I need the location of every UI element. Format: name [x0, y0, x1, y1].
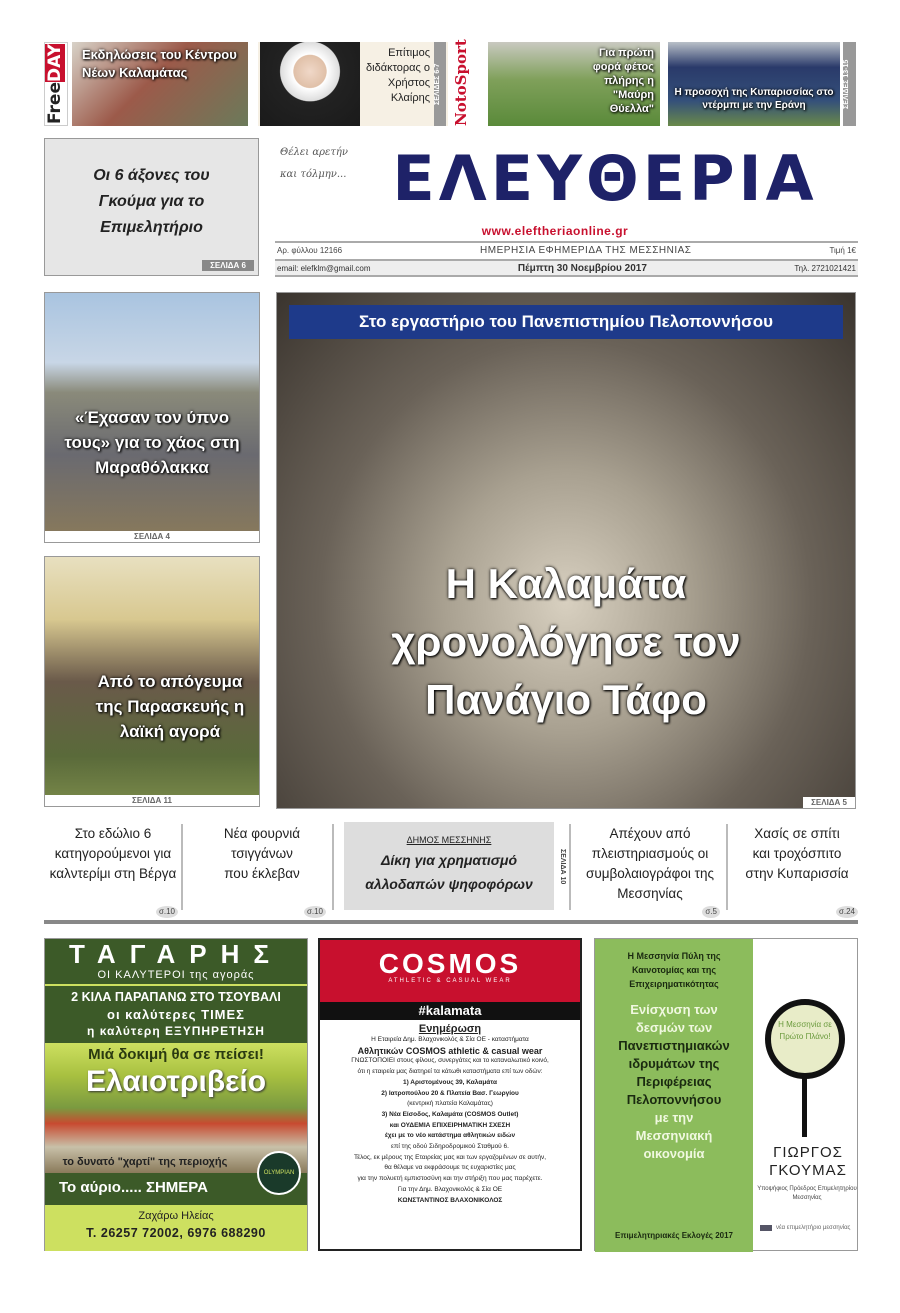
page-ref: ΣΕΛΙΔΑ 5: [803, 797, 855, 808]
ad-line: Το αύριο..... ΣΗΜΕΡΑ: [59, 1179, 209, 1196]
page-ref: ΣΕΛΙΔΕΣ 6-7: [434, 42, 446, 126]
ad-line: οι καλύτερες ΤΙΜΕΣ: [107, 1007, 245, 1022]
ad-body-line: έχει με το νέο κατάστημα αθλητικών ειδών: [384, 1132, 516, 1140]
teaser-text: Επίτιμος διδάκτορας ο Χρήστος Κλαίρης: [366, 47, 430, 104]
ad-top-text: Η Μεσσηνία Πύλη της Καινοτομίας και της Επιχειρηματικότητας: [627, 951, 721, 989]
ad-cosmos[interactable]: [318, 938, 582, 1251]
left-headline-box[interactable]: [44, 138, 259, 276]
candidate-name: ΓΙΩΡΓΟΣ ΓΚΟΥΜΑΣ: [769, 1144, 847, 1179]
ad-footer: Επιμελητηριακές Εκλογές 2017: [615, 1231, 733, 1240]
cosmos-sub: ATHLETIC & CASUAL WEAR: [388, 978, 512, 984]
page-ref: ΣΕΛΙΔΑ 4: [45, 531, 259, 542]
main-story-headline: Η Καλαμάτα χρονολόγησε τον Πανάγιο Τάφο: [391, 560, 741, 723]
ad-body-line: επί της οδού Σιδηροδρομικού Σταθμού 6.: [391, 1143, 509, 1151]
ad-body-line: Η Εταιρεία Δημ. Βλαχονικολός & Σία ΟΕ - καταστήματα: [371, 1036, 529, 1043]
ad-line: Ελαιοτριβείο: [85, 1065, 267, 1098]
teaser-text: Χασίς σε σπίτι και τροχόσπιτο στην Κυπαρισσία: [745, 826, 849, 881]
ad-brand: ΤΑΓΑΡΗΣ: [68, 939, 284, 969]
section-divider: [44, 920, 858, 924]
teaser-verga[interactable]: [48, 822, 178, 918]
ad-body-line: Τέλος, εκ μέρους της Εταιρείας μας και των εργαζομένων σε αυτήν,: [353, 1153, 547, 1161]
ad-line: Πανεπιστημιακών ιδρυμάτων της Περιφέρειας Πελοποννήσου: [618, 1038, 730, 1107]
page-ref: ΣΕΛΙΔΑ 10: [559, 849, 566, 885]
teaser-mavri-thyella[interactable]: [488, 42, 660, 126]
teaser-symvolaiografoi[interactable]: [580, 822, 720, 918]
ad-body-line: 3) Νέα Είσοδος, Καλαμάτα (COSMOS Outlet): [381, 1110, 519, 1118]
olympian-green-logo: OLYMPIAN GREEN: [257, 1151, 301, 1195]
teaser-kicker: ΔΗΜΟΣ ΜΕΣΣΗΝΗΣ: [406, 835, 492, 845]
ne-logo: νέα επιμελητήριο μεσσηνίας: [760, 1225, 855, 1231]
page-ref: ΣΕΛΙΔΑ 11: [45, 795, 259, 806]
phone: Τηλ. 2721021421: [794, 263, 856, 273]
freeday-free: Free: [45, 82, 65, 124]
ad-body-line: (κεντρική πλατεία Καλαμάτας): [407, 1100, 493, 1108]
main-story[interactable]: [276, 292, 856, 809]
masthead-info-bar: [275, 241, 858, 258]
page-ref: ΣΕΛΙΔΕΣ 13-15: [843, 42, 856, 126]
price: Τιμή 1€: [829, 246, 856, 255]
divider: [726, 824, 728, 910]
divider: [569, 824, 571, 910]
ad-tagline: ΟΙ ΚΑΛΥΤΕΡΟΙ της αγοράς: [45, 968, 307, 986]
ad-heading: Ενημέρωση: [418, 1023, 482, 1035]
page-ref: σ.24: [836, 906, 858, 918]
notosport-label: NotoSport: [452, 39, 470, 126]
ad-line: Ενίσχυση των δεσμών των: [630, 1002, 718, 1035]
issue-date: Πέμπτη 30 Νοεμβρίου 2017: [517, 262, 647, 274]
divider: [181, 824, 183, 910]
ad-body-line: 1) Αριστομένους 39, Καλαμάτα: [402, 1078, 498, 1086]
candidate-role: Υποψήφιος Πρόεδρος Επιμελητηρίου Μεσσηνίας: [757, 1186, 857, 1201]
freeday-label: [44, 42, 68, 126]
side-story-laiki[interactable]: [44, 556, 260, 807]
ad-body-line: Για την Δημ. Βλαχονικολός & Σία ΟΕ: [397, 1185, 503, 1193]
page-ref: σ.10: [304, 906, 326, 918]
ad-body-line: ΚΩΝΣΤΑΝΤΙΝΟΣ ΒΛΑΧΟΝΙΚΟΛΟΣ: [397, 1196, 503, 1204]
ad-body-line: και ΟΥΔΕΜΙΑ ΕΠΙΧΕΙΡΗΜΑΤΙΚΗ ΣΧΕΣΗ: [389, 1121, 511, 1129]
teaser-text: Η προσοχή της Κυπαρισσίας στο ντέρμπι με την Εράνη: [674, 87, 834, 111]
page-ref: σ.10: [156, 906, 178, 918]
ad-body-line: για την πολυετή εμπιστοσύνη και την στήριξη που μας παρέχετε.: [357, 1175, 543, 1183]
main-story-banner: Στο εργαστήριο του Πανεπιστημίου Πελοποννήσου: [289, 305, 843, 339]
left-headline: Οι 6 άξονες του Γκούμα για το Επιμελητήριο: [93, 167, 210, 236]
teaser-text: Νέα φουρνιά τσιγγάνων που έκλεβαν: [223, 826, 301, 881]
ad-tagaris[interactable]: [44, 938, 308, 1251]
masthead-url[interactable]: www.eleftheriaonline.gr: [481, 224, 629, 238]
side-story-title: Από το απόγευμα της Παρασκευής η λαϊκή αγορά: [95, 672, 245, 741]
freeday-day: DAY: [45, 44, 65, 82]
teaser-dimos-messinis[interactable]: [344, 822, 554, 910]
ad-body: [320, 1035, 580, 1206]
issue-number: Αρ. φύλλου 12166: [277, 246, 343, 255]
teaser-tsigganoi[interactable]: [198, 822, 326, 918]
ad-phone: Τ. 26257 72002, 6976 688290: [86, 1226, 266, 1240]
side-story-marathólakka[interactable]: [44, 292, 260, 543]
ad-hashtag: #kalamata: [320, 1002, 580, 1020]
ad-body-line: ότι η εταιρεία μας διατηρεί τα κάτωθι καταστήματα επί των οδών:: [357, 1068, 543, 1076]
ad-line: 2 ΚΙΛΑ ΠΑΡΑΠΑΝΩ ΣΤΟ ΤΣΟΥΒΑΛΙ: [71, 990, 281, 1004]
teaser-text: Εκδηλώσεις του Κέντρου Νέων Καλαμάτας: [82, 47, 237, 80]
teaser-kentro-neon[interactable]: [72, 42, 248, 126]
teaser-text: Για πρώτη φορά φέτος πλήρης η "Μαύρη Θύελλα": [592, 47, 654, 115]
pin-text: Η Μεσσηνία σε Πρώτο Πλάνο!: [778, 1020, 832, 1041]
cosmos-logo: COSMOS: [378, 948, 522, 979]
masthead-date-bar: [275, 259, 858, 277]
ad-line: το δυνατό "χαρτί" της περιοχής: [62, 1156, 228, 1168]
teaser-text: Απέχουν από πλειστηριασμούς οι συμβολαιογράφοι της Μεσσηνίας: [586, 826, 714, 901]
ad-body-line: Αθλητικών COSMOS athletic & casual wear: [357, 1045, 543, 1056]
divider: [332, 824, 334, 910]
page-ref: σ.5: [702, 906, 720, 918]
page-ref: ΣΕΛΙΔΑ 6: [202, 260, 254, 271]
ad-line: με την Μεσσηνιακή οικονομία: [635, 1110, 713, 1161]
teaser-text: Στο εδώλιο 6 κατηγορούμενοι για καλντερίμι στη Βέργα: [49, 826, 177, 881]
teaser-kyparissia[interactable]: [668, 42, 840, 126]
teaser-text: Δίκη για χρηματισμό αλλοδαπών ψηφοφόρων: [365, 852, 533, 892]
teaser-hasis[interactable]: [736, 822, 858, 918]
ad-line: Μιά δοκιμή θα σε πείσει!: [88, 1046, 264, 1063]
ad-gkoumas[interactable]: [594, 938, 858, 1251]
pin-stem: [802, 1077, 807, 1137]
masthead-title: ΕΛΕΥΘΕΡΙΑ: [392, 142, 818, 215]
side-story-title: «Έχασαν τον ύπνο τους» για το χάος στη Μαραθόλακκα: [64, 408, 240, 477]
ad-line: η καλύτερη ΕΞΥΠΗΡΕΤΗΣΗ: [87, 1024, 265, 1038]
ad-address: Ζαχάρω Ηλείας: [138, 1210, 214, 1222]
ad-body-line: ΓΝΩΣΤΟΠΟΙΕΙ στους φίλους, συνεργάτες και το καταναλωτικό κοινό,: [351, 1057, 549, 1065]
email: email: elefklm@gmail.com: [277, 263, 371, 273]
ad-body-line: 2) Ιατροπούλου 20 & Πλατεία Βασ. Γεωργίου: [381, 1089, 519, 1097]
map-pin-icon: [765, 999, 845, 1079]
masthead-subtitle: ΗΜΕΡΗΣΙΑ ΕΦΗΜΕΡΙΔΑ ΤΗΣ ΜΕΣΣΗΝΙΑΣ: [480, 245, 692, 256]
teaser-klairis[interactable]: [258, 42, 448, 126]
portrait-photo: [260, 42, 360, 126]
ad-body-line: θα θέλαμε να εκφράσουμε τις ευχαριστίες μας: [384, 1164, 516, 1172]
masthead-motto: Θέλει αρετήν και τόλμην...: [280, 147, 348, 180]
